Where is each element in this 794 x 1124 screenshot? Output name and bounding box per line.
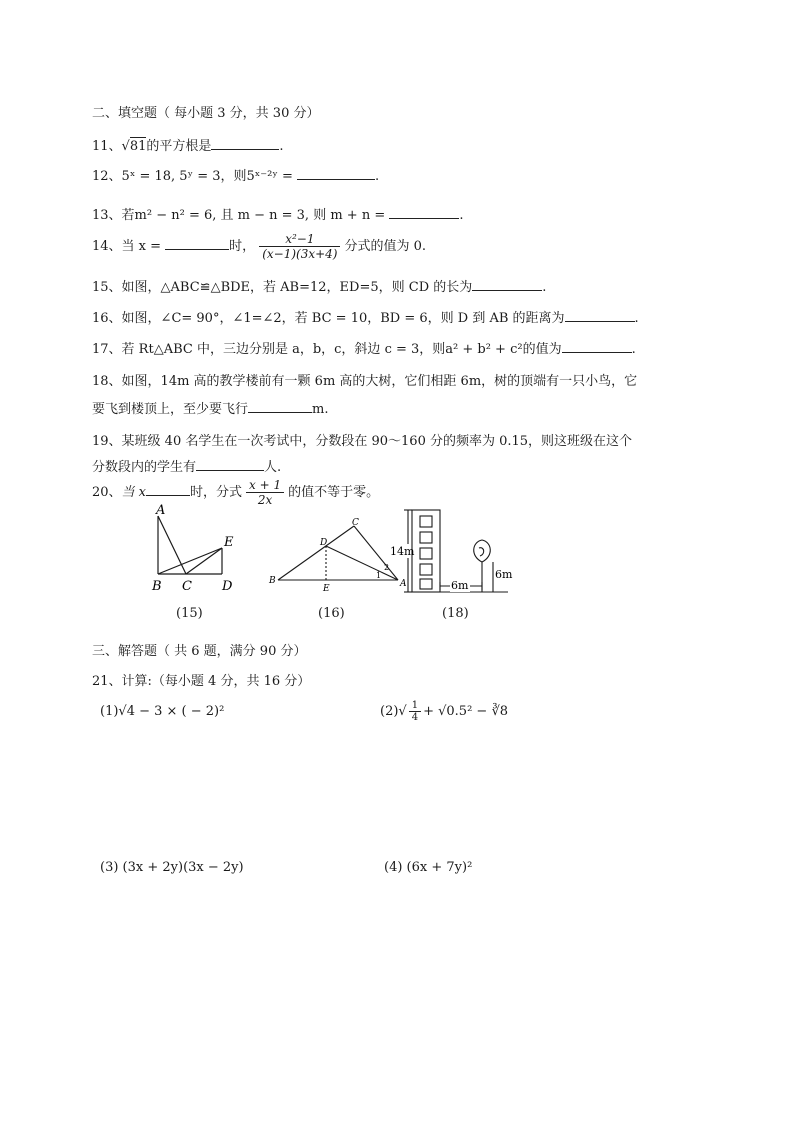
- sqrt-symbol: √: [121, 139, 130, 154]
- q14-post: 分式的值为 0.: [344, 239, 427, 254]
- q20-answer-blank[interactable]: [146, 483, 190, 496]
- figure-18: [390, 506, 530, 600]
- fig16-label-a: A: [400, 579, 407, 589]
- fig15-segment-ac: [158, 516, 186, 574]
- q18-line2-post: m.: [312, 402, 329, 417]
- fig16-label-e: E: [323, 584, 330, 594]
- question-12: [92, 165, 379, 184]
- q21-part-2-rest: + √0.5² − ∛8: [423, 704, 508, 719]
- q19-line2-post: 人.: [264, 460, 282, 475]
- fig16-segment-bc: [278, 526, 354, 580]
- fig18-height-label: 14m: [390, 545, 415, 558]
- figure-18-caption: (18): [442, 606, 469, 621]
- fig18-distance-label: 6m: [451, 579, 469, 592]
- q20-frac-denominator: 2x: [257, 493, 273, 507]
- question-18-line1: [92, 370, 637, 389]
- q17-answer-blank[interactable]: [562, 340, 632, 353]
- fig18-building: [412, 510, 440, 592]
- question-16: [92, 307, 639, 326]
- q18-number: 18、: [92, 374, 122, 389]
- question-15: [92, 276, 546, 295]
- q16-answer-blank[interactable]: [565, 309, 635, 322]
- q19-number: 19、: [92, 434, 122, 449]
- q14-frac-numerator: x²−1: [259, 232, 340, 247]
- q15-end: .: [542, 280, 547, 295]
- fig18-tree-crown: [474, 540, 491, 562]
- fig15-label-e: E: [224, 535, 234, 550]
- q19-line1: 某班级 40 名学生在一次考试中，分数段在 90～160 分的频率为 0.15，则这班级在这个: [121, 434, 633, 449]
- q21-part-2: [380, 700, 508, 723]
- q18-answer-blank[interactable]: [248, 400, 312, 413]
- q11-text: 的平方根是: [146, 139, 212, 154]
- question-19-line2: [92, 456, 281, 475]
- fig16-label-angle1: 1: [376, 571, 382, 580]
- q21-part-2-frac-numerator: 1: [409, 700, 421, 712]
- section2-title: 二、填空题（ 每小题 3 分，共 30 分）: [92, 106, 320, 121]
- figure-15-caption: (15): [176, 606, 203, 621]
- q21-part-4: (4) (6x + 7y)²: [384, 860, 473, 875]
- q11-radicand: 81: [129, 139, 147, 154]
- q14-fraction: [259, 232, 340, 261]
- q15-answer-blank[interactable]: [472, 278, 542, 291]
- q12-number: 12、: [92, 169, 122, 184]
- q19-answer-blank[interactable]: [196, 458, 264, 471]
- question-19-line1: [92, 430, 632, 449]
- q16-number: 16、: [92, 311, 122, 326]
- q21-part-2-fraction: [409, 700, 421, 723]
- q21-part-3: (3) (3x + 2y)(3x − 2y): [100, 860, 244, 875]
- q21-part-1: (1)√4 − 3 × ( − 2)²: [100, 704, 225, 719]
- q14-number: 14、: [92, 239, 122, 254]
- question-17: [92, 338, 636, 357]
- q20-fraction: [246, 478, 284, 507]
- fig16-label-c: C: [352, 518, 359, 528]
- fig18-window: [420, 564, 432, 575]
- q11-end: .: [279, 139, 284, 154]
- q14-mid: 时，: [229, 239, 256, 254]
- fig18-window: [420, 548, 432, 559]
- q14-frac-denominator: (x−1)(3x+4): [262, 247, 338, 261]
- q16-end: .: [634, 311, 639, 326]
- q21-title: 21、计算:（每小题 4 分，共 16 分）: [92, 674, 311, 689]
- fig16-label-b: B: [269, 576, 276, 586]
- q12-end: .: [375, 169, 380, 184]
- q17-end: .: [631, 342, 636, 357]
- question-18-line2: [92, 398, 328, 417]
- fig15-segment-be: [158, 548, 222, 574]
- question-11: [92, 135, 284, 154]
- fig16-label-d: D: [320, 538, 328, 548]
- q20-frac-numerator: x + 1: [246, 478, 284, 493]
- q19-line2-pre: 分数段内的学生有: [92, 460, 197, 475]
- q20-post: 的值不等于零。: [288, 485, 380, 500]
- fig18-window: [420, 532, 432, 543]
- q18-line1: 如图，14m 高的教学楼前有一颗 6m 高的大树，它们相距 6m，树的顶端有一只小鸟，它: [121, 374, 638, 389]
- q12-text: 5ˣ = 18, 5ʸ = 3，则5ˣ⁻²ʸ =: [121, 169, 298, 184]
- question-14: [92, 232, 426, 261]
- q14-pre: 当 x =: [121, 239, 166, 254]
- q21-part-2-prefix: (2): [380, 704, 399, 719]
- fig18-tree-bird: [479, 548, 484, 556]
- q20-mid: 时，分式: [190, 485, 243, 500]
- q11-number: 11、: [92, 139, 122, 154]
- fig15-label-b: B: [152, 579, 162, 594]
- q13-number: 13、: [92, 208, 122, 223]
- fig16-label-angle2: 2: [384, 563, 390, 572]
- fig18-window: [420, 516, 432, 527]
- q13-end: .: [459, 208, 464, 223]
- q14-answer-blank[interactable]: [165, 237, 229, 250]
- figure-16-caption: (16): [318, 606, 345, 621]
- section3-title: 三、解答题（ 共 6 题，满分 90 分）: [92, 644, 307, 659]
- q11-answer-blank[interactable]: [211, 137, 279, 150]
- q13-text: 若m² − n² = 6, 且 m − n = 3, 则 m + n =: [121, 208, 390, 223]
- q17-text: 若 Rt△ABC 中，三边分别是 a，b，c，斜边 c = 3，则a² + b² + c²的值为: [121, 342, 562, 357]
- q12-answer-blank[interactable]: [297, 167, 375, 180]
- sqrt-symbol: √: [398, 704, 407, 719]
- q15-number: 15、: [92, 280, 122, 295]
- fig15-label-c: C: [182, 579, 192, 594]
- q20-number: 20、: [92, 485, 122, 500]
- question-13: [92, 204, 464, 223]
- fig18-window: [420, 579, 432, 589]
- q16-text: 如图，∠C= 90°，∠1=∠2，若 BC = 10，BD = 6，则 D 到 AB 的距离为: [121, 311, 565, 326]
- q20-pre: 当 x: [121, 485, 147, 500]
- q13-answer-blank[interactable]: [389, 206, 459, 219]
- figure-15: [146, 502, 246, 594]
- fig15-label-a: A: [156, 503, 166, 518]
- fig15-label-d: D: [222, 579, 233, 594]
- q21-part-2-frac-denominator: 4: [411, 712, 419, 723]
- fig18-tree-label: 6m: [495, 568, 513, 581]
- q17-number: 17、: [92, 342, 122, 357]
- q15-text: 如图，△ABC≌△BDE，若 AB=12，ED=5，则 CD 的长为: [121, 280, 473, 295]
- q18-line2-pre: 要飞到楼顶上，至少要飞行: [92, 402, 249, 417]
